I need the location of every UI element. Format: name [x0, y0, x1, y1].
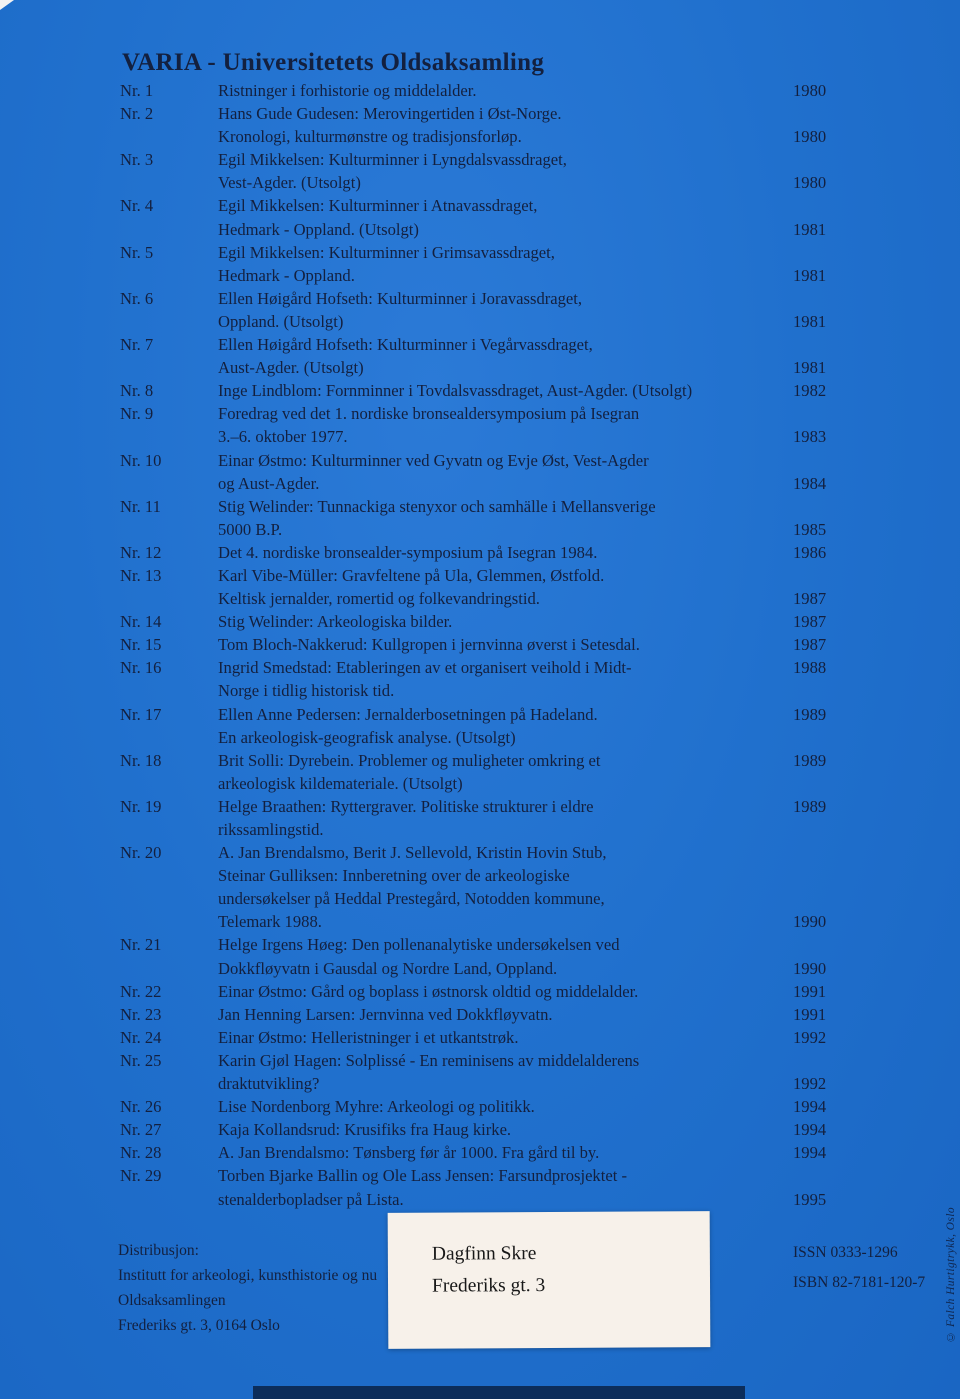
publication-number: [120, 356, 218, 379]
publication-row: [120, 148, 836, 171]
publication-year: [793, 864, 836, 887]
publication-number: [120, 726, 218, 749]
publication-number: [120, 887, 218, 910]
distribution-block: [118, 1238, 377, 1338]
publication-number: Nr. 11: [120, 496, 161, 516]
publication-number: Nr. 4: [120, 196, 154, 216]
publication-text: Stig Welinder: Arkeologiska bilder.: [218, 612, 453, 632]
publication-year: 1981: [793, 311, 827, 331]
publication-number: [120, 818, 218, 841]
publication-year: [793, 241, 836, 264]
publication-number: [120, 957, 218, 980]
publication-row: [120, 910, 836, 933]
publication-row: [120, 472, 836, 495]
publication-row: [120, 633, 836, 656]
publication-number: Nr. 17: [120, 704, 162, 724]
publication-year: 1987: [793, 589, 827, 609]
publication-year: [793, 726, 836, 749]
publication-text: draktutvikling?: [218, 1074, 320, 1094]
publication-year: 1980: [793, 173, 827, 193]
publication-number: [120, 1072, 218, 1095]
publication-row: [120, 194, 836, 217]
publication-number: Nr. 18: [120, 750, 162, 770]
publication-number: [120, 218, 218, 241]
publication-row: [120, 1072, 836, 1095]
publication-text: Det 4. nordiske bronsealder-symposium på Isegran 1984.: [218, 542, 598, 562]
publication-row: [120, 610, 836, 633]
publication-year: [793, 102, 836, 125]
publication-year: 1985: [793, 519, 827, 539]
publication-year: 1980: [793, 81, 827, 100]
publication-text: arkeologisk kildemateriale. (Utsolgt): [218, 773, 463, 793]
publication-number: Nr. 29: [120, 1166, 162, 1186]
publication-row: [120, 1164, 836, 1187]
publication-year: [793, 933, 836, 956]
publication-number: [120, 264, 218, 287]
publication-row: [120, 726, 836, 749]
publication-text: Lise Nordenborg Myhre: Arkeologi og politikk.: [218, 1097, 535, 1117]
publication-number: [120, 472, 218, 495]
publication-number: Nr. 28: [120, 1143, 162, 1163]
publication-text: Kaja Kollandsrud: Krusifiks fra Haug kirke.: [218, 1120, 512, 1140]
publication-year: 1980: [793, 127, 827, 147]
publication-text: Einar Østmo: Helleristninger i et utkantstrøk.: [218, 1027, 519, 1047]
publication-number: Nr. 1: [120, 81, 154, 100]
publication-year: [793, 564, 836, 587]
publication-row: [120, 933, 836, 956]
publication-text: Keltisk jernalder, romertid og folkevandringstid.: [218, 589, 540, 609]
publication-number: Nr. 20: [120, 843, 162, 863]
publication-text: Egil Mikkelsen: Kulturminner i Atnavassdraget,: [218, 196, 538, 216]
publication-number: Nr. 8: [120, 381, 154, 401]
publication-text: Karl Vibe-Müller: Gravfeltene på Ula, Glemmen, Østfold.: [218, 565, 605, 585]
publication-number: [120, 587, 218, 610]
publication-year: [793, 495, 836, 518]
publication-text: Tom Bloch-Nakkerud: Kullgropen i jernvinna øverst i Setesdal.: [218, 635, 640, 655]
publication-text: Egil Mikkelsen: Kulturminner i Grimsavassdraget,: [218, 242, 555, 262]
publication-number: [120, 425, 218, 448]
publication-row: [120, 1141, 836, 1164]
publication-row: [120, 356, 836, 379]
publication-text: Telemark 1988.: [218, 912, 322, 932]
publication-text: A. Jan Brendalsmo, Berit J. Sellevold, Kristin Hovin Stub,: [218, 843, 607, 863]
publication-number: Nr. 19: [120, 796, 162, 816]
publication-number: Nr. 3: [120, 150, 154, 170]
publication-number: [120, 864, 218, 887]
publication-number: Nr. 15: [120, 635, 162, 655]
publication-row: [120, 749, 836, 772]
publication-number: Nr. 13: [120, 565, 162, 585]
publication-row: [120, 425, 836, 448]
publication-text: En arkeologisk-geografisk analyse. (Utsolgt): [218, 727, 516, 747]
publication-text: Hedmark - Oppland.: [218, 265, 355, 285]
publication-number: [120, 171, 218, 194]
publication-row: [120, 957, 836, 980]
publication-text: Vest-Agder. (Utsolgt): [218, 173, 361, 193]
publication-row: [120, 495, 836, 518]
institute-line: Institutt for arkeologi, kunsthistorie og nu: [118, 1267, 378, 1284]
publication-text: Steinar Gulliksen: Innberetning over de arkeologiske: [218, 866, 570, 886]
publication-text: Ellen Anne Pedersen: Jernalderbosetningen på Hadeland.: [218, 704, 598, 724]
publication-text: Egil Mikkelsen: Kulturminner i Lyngdalsvassdraget,: [218, 150, 567, 170]
publication-row: [120, 656, 836, 679]
publication-text: Jan Henning Larsen: Jernvinna ved Dokkfløyvatn.: [218, 1004, 553, 1024]
publication-year: [793, 1164, 836, 1187]
publication-row: [120, 1026, 836, 1049]
publication-number: Nr. 22: [120, 981, 162, 1001]
publication-year: 1994: [793, 1097, 827, 1117]
publication-row: [120, 1118, 836, 1141]
publication-year: [793, 194, 836, 217]
publication-text: Helge Irgens Høeg: Den pollenanalytiske undersøkelsen ved: [218, 935, 620, 955]
publication-year: [793, 818, 836, 841]
publication-text: Dokkfløyvatn i Gausdal og Nordre Land, Oppland.: [218, 958, 558, 978]
publication-text: Einar Østmo: Kulturminner ved Gyvatn og Evje Øst, Vest-Agder: [218, 450, 649, 470]
publication-text: Ellen Høigård Hofseth: Kulturminner i Vegårvassdraget,: [218, 335, 593, 355]
publication-row: [120, 449, 836, 472]
publication-row: [120, 1003, 836, 1026]
publication-number: Nr. 9: [120, 404, 154, 424]
publication-year: 1991: [793, 1004, 827, 1024]
publication-row: [120, 1095, 836, 1118]
issn-isbn-block: [793, 1238, 925, 1298]
publication-year: 1994: [793, 1143, 827, 1163]
publication-number: [120, 125, 218, 148]
publication-row: [120, 264, 836, 287]
publication-number: Nr. 10: [120, 450, 162, 470]
publication-row: [120, 703, 836, 726]
isbn-line: ISBN 82-7181-120-7: [793, 1274, 926, 1291]
publication-row: [120, 1188, 836, 1211]
publication-year: [793, 772, 836, 795]
publication-text: Stig Welinder: Tunnackiga stenyxor och samhälle i Mellansverige: [218, 496, 656, 516]
publication-row: [120, 818, 836, 841]
publication-row: [120, 679, 836, 702]
publication-year: [793, 148, 836, 171]
publication-year: 1982: [793, 381, 827, 401]
publication-text: Oppland. (Utsolgt): [218, 311, 344, 331]
publication-text: Ellen Høigård Hofseth: Kulturminner i Joravassdraget,: [218, 288, 583, 308]
publication-number: Nr. 2: [120, 104, 154, 124]
publication-row: [120, 102, 836, 125]
publication-row: [120, 795, 836, 818]
publication-text: 3.–6. oktober 1977.: [218, 427, 348, 447]
publication-text: rikssamlingstid.: [218, 820, 324, 839]
publication-year: [793, 402, 836, 425]
publication-year: 1990: [793, 912, 827, 932]
publication-year: 1987: [793, 612, 827, 632]
publication-row: [120, 887, 836, 910]
publication-text: Aust-Agder. (Utsolgt): [218, 358, 364, 378]
publication-year: 1989: [793, 750, 827, 770]
publication-number: Nr. 27: [120, 1120, 162, 1140]
scan-corner-artifact: [0, 0, 14, 10]
publication-year: [793, 333, 836, 356]
publication-row: [120, 218, 836, 241]
publication-row: [120, 587, 836, 610]
publication-row: [120, 287, 836, 310]
publication-number: [120, 772, 218, 795]
publication-row: [120, 310, 836, 333]
distribution-label: Distribusjon:: [118, 1242, 199, 1259]
publication-year: 1981: [793, 358, 827, 378]
publication-row: [120, 241, 836, 264]
publication-text: Karin Gjøl Hagen: Solplissé - En reminisens av middelalderens: [218, 1050, 640, 1070]
address-line: Frederiks gt. 3, 0164 Oslo: [118, 1317, 280, 1334]
printer-credit: © Falch Hurtigtrykk, Oslo: [945, 1207, 957, 1343]
publication-text: Helge Braathen: Ryttergraver. Politiske strukturer i eldre: [218, 796, 594, 816]
publication-year: 1990: [793, 958, 827, 978]
publication-year: 1981: [793, 219, 827, 239]
publication-year: 1995: [793, 1189, 827, 1209]
publication-year: [793, 841, 836, 864]
publication-year: 1984: [793, 473, 827, 493]
publication-year: 1986: [793, 542, 827, 562]
publication-text: Norge i tidlig historisk tid.: [218, 681, 395, 701]
publication-row: [120, 171, 836, 194]
publication-text: Foredrag ved det 1. nordiske bronsealdersymposium på Isegran: [218, 404, 640, 424]
publication-list: [120, 79, 836, 1211]
publication-text: 5000 B.P.: [218, 519, 283, 539]
publication-text: Inge Lindblom: Fornminner i Tovdalsvassdraget, Aust-Agder. (Utsolgt): [218, 381, 693, 401]
publication-year: [793, 287, 836, 310]
publication-text: Kronologi, kulturmønstre og tradisjonsforløp.: [218, 127, 522, 147]
publication-row: [120, 864, 836, 887]
publication-number: [120, 679, 218, 702]
publication-text: og Aust-Agder.: [218, 473, 320, 493]
publication-number: Nr. 12: [120, 542, 162, 562]
publication-text: Hedmark - Oppland. (Utsolgt): [218, 219, 419, 239]
publication-number: Nr. 16: [120, 658, 162, 678]
publication-number: Nr. 14: [120, 612, 162, 632]
sticker-street: Frederiks gt. 3: [431, 1275, 546, 1297]
publication-row: [120, 379, 836, 402]
collection-line: Oldsaksamlingen: [118, 1292, 226, 1309]
issn-line: ISSN 0333-1296: [793, 1244, 898, 1261]
publication-row: [120, 79, 836, 102]
publication-year: 1988: [793, 658, 827, 678]
publication-row: [120, 564, 836, 587]
publication-row: [120, 841, 836, 864]
publication-text: A. Jan Brendalsmo: Tønsberg før år 1000. Fra gård til by.: [218, 1143, 600, 1163]
address-sticker: [388, 1211, 711, 1349]
publication-year: [793, 1049, 836, 1072]
publication-year: 1992: [793, 1074, 827, 1094]
publication-number: [120, 910, 218, 933]
publication-year: 1987: [793, 635, 827, 655]
publication-text: stenalderbopladser på Lista.: [218, 1189, 404, 1209]
publication-row: [120, 333, 836, 356]
publication-number: Nr. 23: [120, 1004, 162, 1024]
publication-number: [120, 518, 218, 541]
publication-row: [120, 980, 836, 1003]
publication-row: [120, 518, 836, 541]
publication-year: 1994: [793, 1120, 827, 1140]
publication-year: [793, 679, 836, 702]
publication-text: Einar Østmo: Gård og boplass i østnorsk oldtid og middelalder.: [218, 981, 639, 1001]
publication-year: [793, 449, 836, 472]
publication-text: Ristninger i forhistorie og middelalder.: [218, 81, 477, 100]
bottom-edge-artifact: [253, 1386, 745, 1399]
publication-row: [120, 541, 836, 564]
publication-year: 1991: [793, 981, 827, 1001]
publication-year: 1981: [793, 265, 827, 285]
sticker-name: Dagfinn Skre: [431, 1243, 537, 1265]
publication-number: [120, 310, 218, 333]
address-sticker-text: [388, 1211, 710, 1303]
publication-row: [120, 1049, 836, 1072]
publication-text: Hans Gude Gudesen: Merovingertiden i Øst-Norge.: [218, 104, 562, 124]
publication-number: Nr. 6: [120, 288, 154, 308]
publication-number: [120, 1188, 218, 1211]
publication-year: 1989: [793, 796, 827, 816]
publication-row: [120, 125, 836, 148]
publication-row: [120, 772, 836, 795]
publication-number: Nr. 21: [120, 935, 162, 955]
publication-year: 1983: [793, 427, 827, 447]
publication-number: Nr. 5: [120, 242, 154, 262]
page-title: VARIA - Universitetets Oldsaksamling: [122, 48, 545, 76]
publication-number: Nr. 24: [120, 1027, 162, 1047]
publication-year: [793, 887, 836, 910]
publication-text: Torben Bjarke Ballin og Ole Lass Jensen: Farsundprosjektet -: [218, 1166, 627, 1186]
publication-text: Ingrid Smedstad: Etableringen av et organisert veihold i Midt-: [218, 658, 632, 678]
publication-row: [120, 402, 836, 425]
publication-number: Nr. 7: [120, 335, 154, 355]
publication-number: Nr. 26: [120, 1097, 162, 1117]
publication-year: 1992: [793, 1027, 827, 1047]
publication-text: undersøkelser på Heddal Prestegård, Notodden kommune,: [218, 889, 605, 909]
publication-text: Brit Solli: Dyrebein. Problemer og muligheter omkring et: [218, 750, 601, 770]
publication-year: 1989: [793, 704, 827, 724]
publication-number: Nr. 25: [120, 1050, 162, 1070]
